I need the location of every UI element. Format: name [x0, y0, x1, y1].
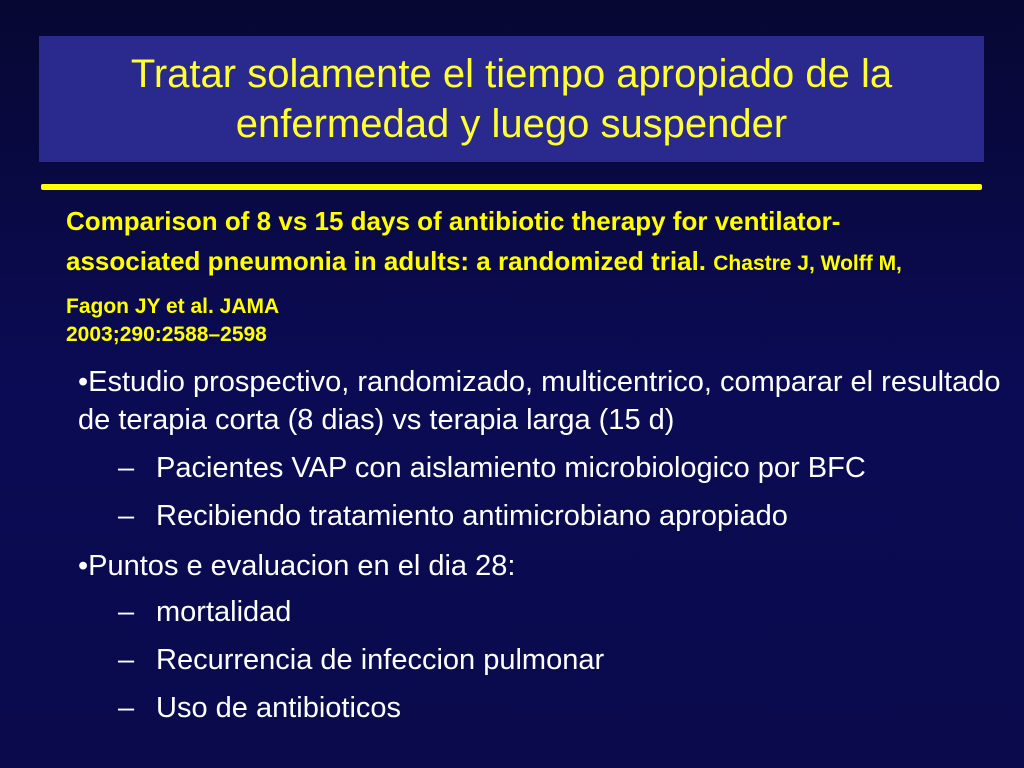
citation-authors: Chastre J, Wolff M, Fagon JY et al. JAMA	[66, 252, 902, 318]
dash-marker: –	[118, 692, 135, 724]
sub-item	[78, 492, 1008, 540]
dash-marker: –	[118, 452, 135, 484]
citation	[66, 201, 966, 347]
slide-content	[78, 363, 1008, 732]
title-box	[39, 36, 984, 162]
sub-item	[78, 588, 1008, 636]
dash-marker: –	[118, 596, 135, 628]
citation-study-title: Comparison of 8 vs 15 days of antibiotic therapy for ventilator-associated pneumonia in adults: a randomized trial.	[66, 206, 841, 276]
sub-item-text: Uso de antibioticos	[156, 692, 402, 724]
dash-marker: –	[118, 500, 135, 532]
bullet-item: •Puntos e evaluacion en el dia 28:	[78, 550, 516, 582]
sub-item	[78, 636, 1008, 684]
sub-item	[78, 684, 1008, 732]
dash-marker: –	[118, 644, 135, 676]
bullet-item: •Estudio prospectivo, randomizado, multicentrico, comparar el resultado de terapia corta (8 dias) vs terapia larga (15 d)	[78, 366, 1001, 436]
slide-title: Tratar solamente el tiempo apropiado de la enfermedad y luego suspender	[130, 52, 893, 146]
yellow-divider	[41, 184, 982, 190]
sub-item-text: Pacientes VAP con aislamiento microbiologico por BFC	[156, 452, 866, 484]
sub-item-text: mortalidad	[156, 596, 292, 628]
sub-item-text: Recibiendo tratamiento antimicrobiano apropiado	[156, 500, 788, 532]
citation-year-pages: 2003;290:2588–2598	[66, 323, 267, 346]
sub-item-text: Recurrencia de infeccion pulmonar	[156, 644, 605, 676]
sub-item	[78, 444, 1008, 492]
